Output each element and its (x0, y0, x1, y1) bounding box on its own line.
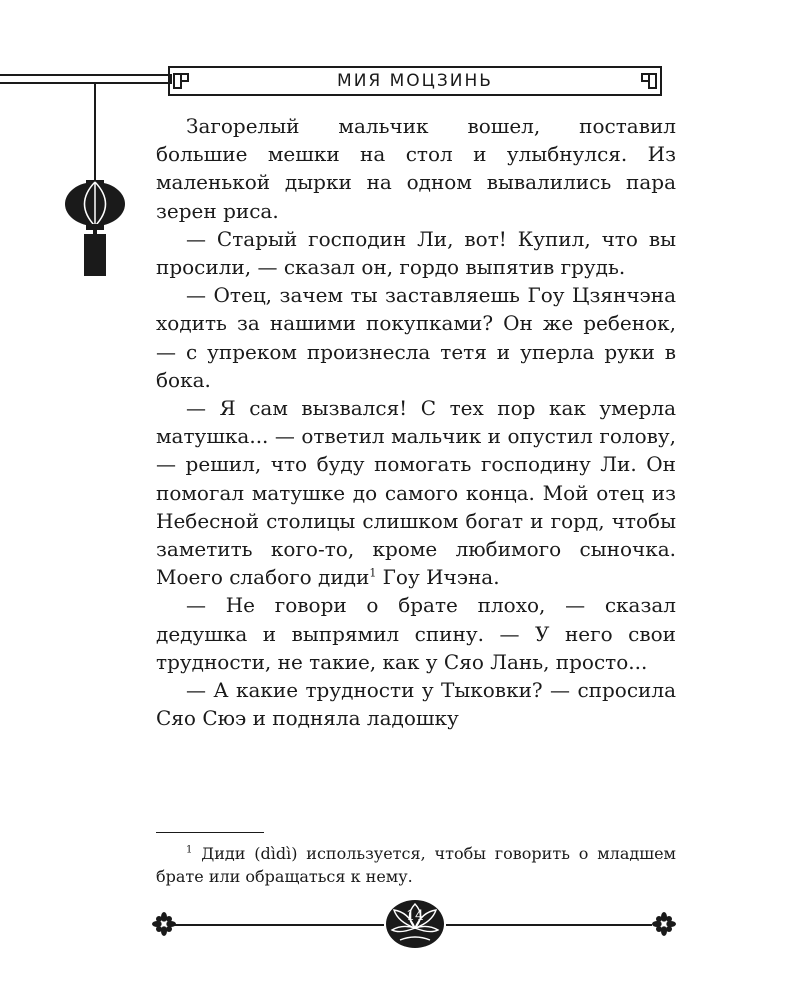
paragraph: — А какие трудности у Тыковки? — спросила Сяо Сюэ и подняла ладошку (156, 678, 676, 731)
body-text (156, 112, 676, 732)
footnote-number: 1 (186, 844, 193, 856)
paragraph: Загорелый мальчик вошел, поставил большие мешки на стол и улыбнулся. Из маленькой дырки на одном вывалились пара зерен риса. (156, 114, 676, 223)
fret-ornament-icon (172, 72, 190, 90)
lotus-page-badge-icon (384, 898, 446, 950)
paragraph (156, 394, 676, 591)
paragraph: — Старый господин Ли, вот! Купил, что вы просили, — сказал он, гордо выпятив грудь. (156, 226, 676, 280)
footnote-reference: 1 (369, 566, 377, 580)
header-rule-left (0, 74, 172, 84)
paragraph: — Не говори о брате плохо, — сказал дедушка и выпрямил спину. — У него свои трудности, не такие, как у Сяо Лань, просто... (156, 593, 676, 674)
footer-rule-left (172, 924, 384, 926)
flower-ornament-icon (652, 912, 676, 936)
paragraph: — Отец, зачем ты заставляешь Гоу Цзянчэна ходить за нашими покупками? Он же ребенок, — с упреком произнесла тетя и уперла руки в бока. (156, 283, 676, 392)
footer-rule-right (446, 924, 652, 926)
paragraph-text: — Я сам вызвался! С тех пор как умерла матушка... — ответил мальчик и опустил голову, — решил, что буду помогать господину Ли. Он помогал матушке до самого конца. Мой отец из Небесной столицы слишком богат и горд, чтобы заметить кого-то, кроме любимого сыночка. Моего слабого диди (156, 396, 676, 590)
chinese-lantern-icon (64, 84, 128, 284)
page-number: 14 (406, 908, 424, 924)
fret-ornament-icon (640, 72, 658, 90)
footnote-text: Диди (dìdì) используется, чтобы говорить о младшем брате или обращаться к нему. (156, 844, 676, 886)
footnote-rule (156, 832, 264, 833)
paragraph-text-tail: Гоу Ичэна. (376, 565, 500, 590)
author-name: МИЯ МОЦЗИНЬ (337, 71, 493, 91)
running-header (168, 66, 662, 96)
footnote (156, 843, 676, 888)
